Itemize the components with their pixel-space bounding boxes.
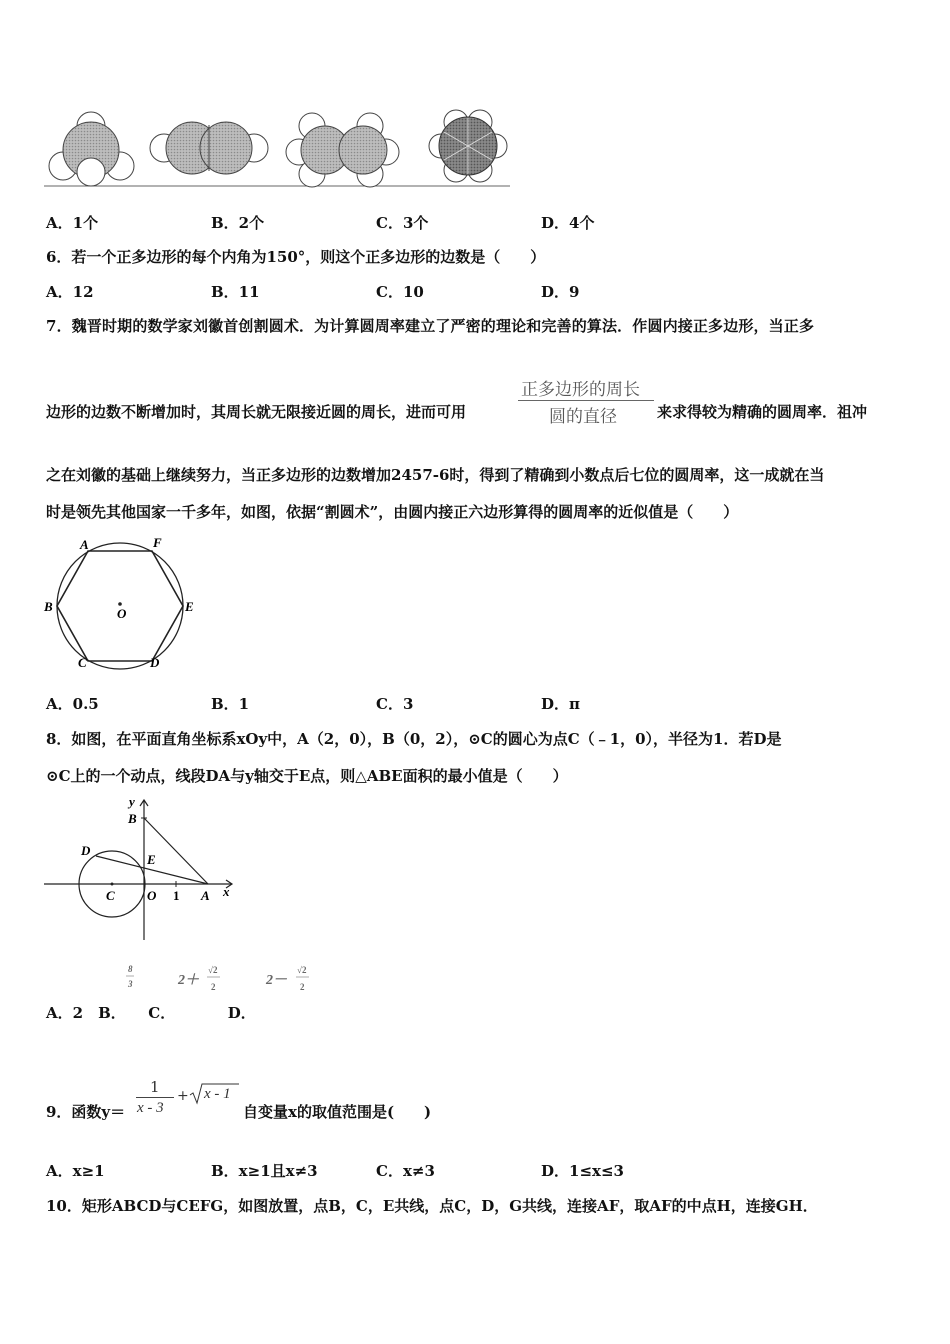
q7-fraction-numerator: 正多边形的周长 — [521, 380, 640, 400]
label-x: x — [223, 884, 230, 899]
label-y: y — [129, 794, 135, 809]
opt-d-num: √2 — [297, 965, 307, 975]
label-b: B — [128, 811, 137, 826]
label-e: E — [147, 852, 156, 867]
opt-b-den: 3 — [128, 979, 133, 989]
q5-option-d: D．4个 — [541, 214, 595, 232]
q9-frac-numerator: 1 — [150, 1078, 160, 1096]
label-f: F — [153, 535, 162, 550]
q7-fraction-denominator: 圆的直径 — [549, 407, 617, 427]
label-d: D — [81, 843, 91, 858]
q7-line-3: 之在刘徽的基础上继续努力，当正多边形的边数增加2457-6时，得到了精确到小数点后七位的圆周率，这一成就在当 — [46, 466, 825, 484]
label-one: 1 — [173, 888, 180, 903]
q7-option-d: D．π — [541, 695, 580, 713]
q6-option-c: C．10 — [376, 283, 424, 301]
q8-option-values — [120, 960, 320, 998]
q5-figure-2 — [150, 122, 268, 174]
q7-hexagon-figure — [40, 533, 210, 673]
q7-option-c: C．3 — [376, 695, 414, 713]
q7-fraction-bar — [518, 400, 654, 401]
label-o: O — [117, 606, 127, 621]
opt-c-den: 2 — [211, 982, 216, 992]
q9-frac-bar — [136, 1097, 174, 1098]
q10-stem: 10．矩形ABCD与CEFG，如图放置，点B，C，E共线，点C，D，G共线，连接AF，取AF的中点H，连接GH． — [46, 1197, 818, 1215]
label-c: C — [106, 888, 115, 903]
q6-stem: 6．若一个正多边形的每个内角为150°，则这个正多边形的边数是（ ） — [46, 248, 546, 266]
q9-prefix: 9．函数y＝ — [46, 1103, 126, 1121]
label-o: O — [147, 888, 157, 903]
label-e: E — [185, 599, 194, 614]
q9-option-c: C．x≠3 — [376, 1162, 435, 1180]
label-b: B — [44, 599, 53, 614]
q5-option-b: B．2个 — [211, 214, 265, 232]
q5-option-c: C．3个 — [376, 214, 429, 232]
q7-option-b: B．1 — [211, 695, 250, 713]
q5-option-a: A．1个 — [46, 214, 99, 232]
q9-radicand: x - 1 — [204, 1086, 231, 1102]
q9-frac-denominator: x - 3 — [137, 1100, 164, 1116]
q5-figure-1 — [49, 112, 134, 186]
q9-option-a: A．x≥1 — [46, 1162, 105, 1180]
q5-figure-strip — [44, 100, 512, 192]
label-c: C — [78, 655, 87, 670]
q9-option-d: D．1≤x≤3 — [541, 1162, 624, 1180]
q5-figure-3 — [286, 113, 399, 187]
opt-c-num: √2 — [208, 965, 218, 975]
q7-line-2-after: 来求得较为精确的圆周率．祖冲 — [657, 403, 868, 421]
q5-figure-4 — [429, 110, 507, 182]
q7-line-2-before: 边形的边数不断增加时，其周长就无限接近圆的周长，进而可用 — [46, 403, 467, 421]
opt-b-num: 8 — [128, 964, 133, 974]
opt-d-expr: 2－ — [266, 973, 287, 988]
q9-plus: + — [177, 1088, 189, 1104]
label-a: A — [201, 888, 210, 903]
q7-line-4: 时是领先其他国家一千多年，如图，依据“割圆术”，由圆内接正六边形算得的圆周率的近似值是（ ） — [46, 503, 739, 521]
q9-option-b: B．x≥1且x≠3 — [211, 1162, 318, 1180]
q6-option-d: D．9 — [541, 283, 580, 301]
label-a: A — [80, 537, 89, 552]
q9-suffix: 自变量x的取值范围是( ) — [243, 1103, 432, 1121]
q8-option-labels: A．2 B． C． D． — [46, 1004, 256, 1022]
q8-line-1: 8．如图，在平面直角坐标系xOy中，A（2，0），B（0，2），⊙C的圆心为点C（﹣1，0），半径为1．若D是 — [46, 730, 782, 748]
opt-c-expr: 2＋ — [178, 973, 199, 988]
q6-option-a: A．12 — [46, 283, 94, 301]
q8-line-2: ⊙C上的一个动点，线段DA与y轴交于E点，则△ABE面积的最小值是（ ） — [46, 767, 568, 785]
q7-line-1: 7．魏晋时期的数学家刘徽首创割圆术．为计算圆周率建立了严密的理论和完善的算法．作圆内接正多边形，当正多 — [46, 317, 815, 335]
opt-d-den: 2 — [300, 982, 305, 992]
q7-option-a: A．0.5 — [46, 695, 99, 713]
q6-option-b: B．11 — [211, 283, 260, 301]
q8-coordinate-figure — [40, 792, 240, 944]
label-d: D — [150, 655, 160, 670]
